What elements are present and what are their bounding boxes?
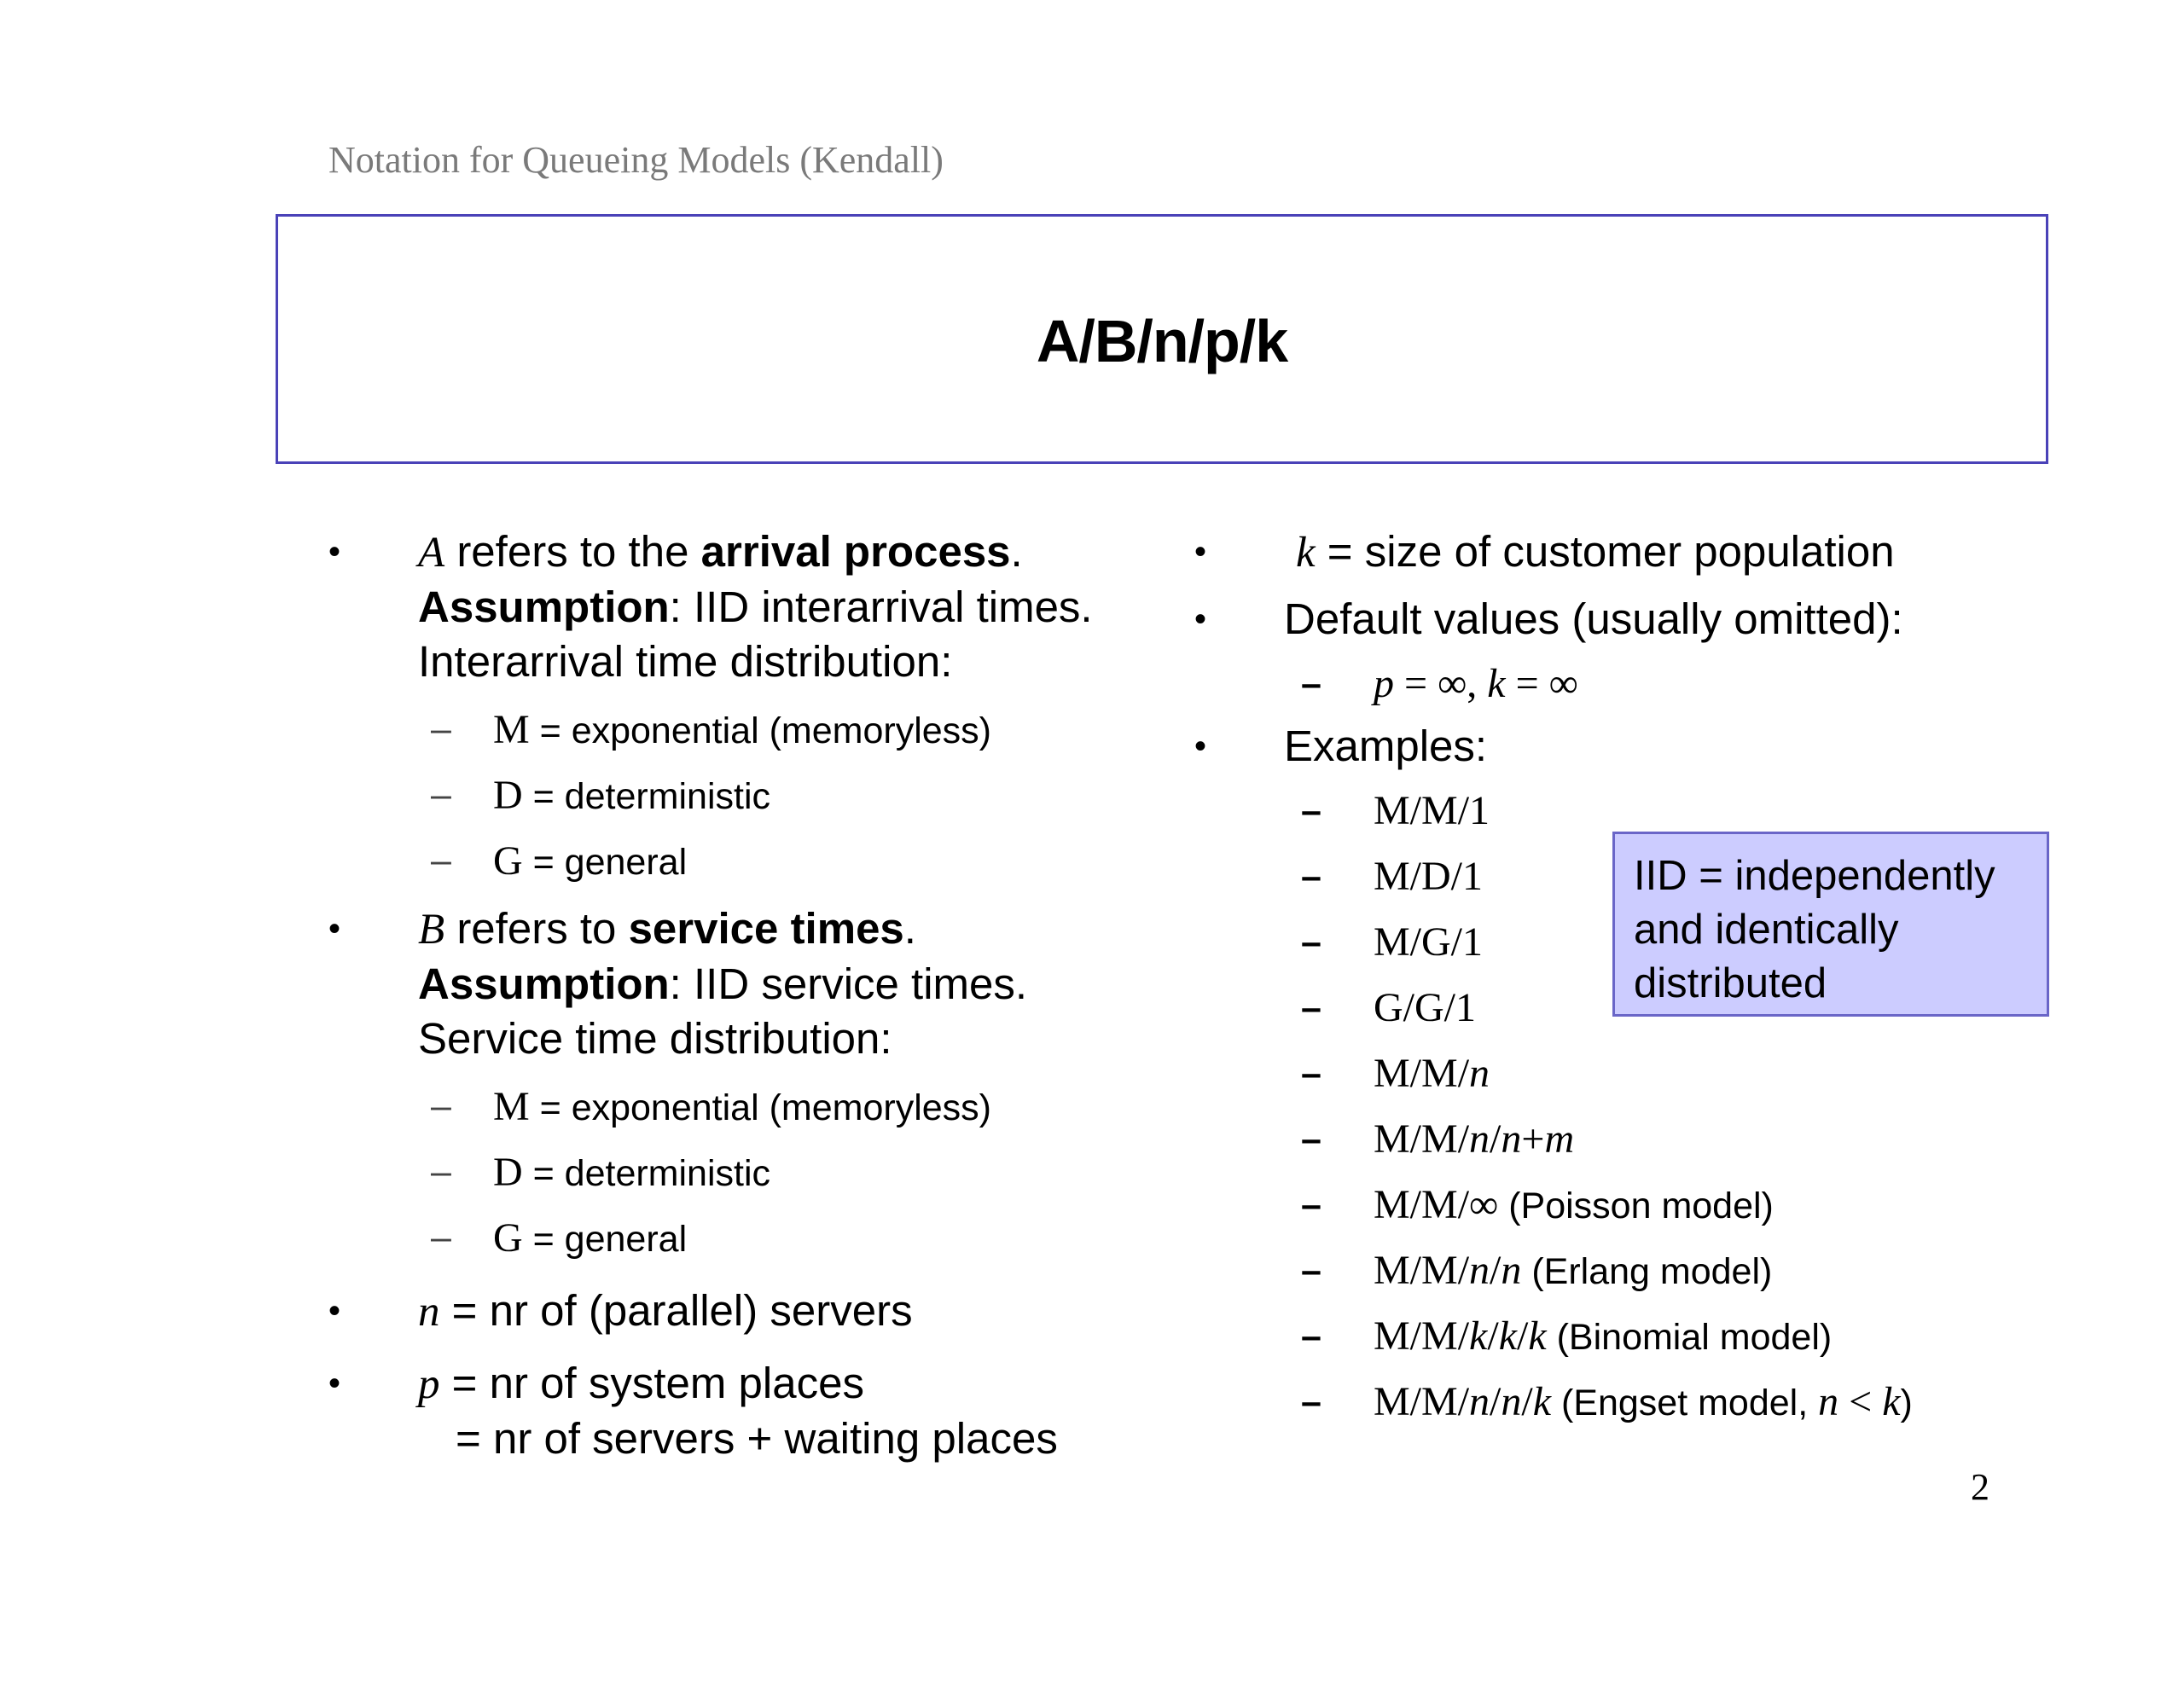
- text: M/M/: [1374, 1051, 1470, 1096]
- text: n: [1469, 1248, 1490, 1293]
- text: M/M/: [1374, 1379, 1470, 1424]
- var-p: p: [418, 1360, 440, 1408]
- var-p: p: [1374, 661, 1394, 706]
- symbol: D: [493, 773, 523, 818]
- text: refers to: [444, 904, 629, 953]
- slide-title: A/B/n/p/k: [1036, 307, 1288, 374]
- bullet-icon: •: [1194, 728, 1207, 765]
- bullet-icon: •: [1194, 533, 1207, 571]
- text: n: [1469, 1379, 1490, 1424]
- text: M/G/1: [1374, 919, 1484, 965]
- text: G/G/1: [1374, 985, 1476, 1030]
- text: = deterministic: [522, 776, 771, 817]
- text: = ∞: [1505, 661, 1578, 706]
- text: .: [903, 904, 916, 953]
- dash-icon: –: [431, 774, 451, 815]
- text: (Erlang model): [1521, 1251, 1773, 1292]
- bullet-examples: [1194, 719, 2048, 774]
- text: = general: [522, 1219, 688, 1260]
- text: = exponential (memoryless): [529, 1087, 991, 1128]
- text: = ∞,: [1394, 661, 1488, 706]
- example-item: [1194, 1107, 2048, 1173]
- dash-icon: –: [1301, 988, 1321, 1029]
- bullet-icon: •: [328, 910, 341, 948]
- symbol: M: [493, 1084, 530, 1129]
- text: = nr of (parallel) servers: [439, 1286, 913, 1335]
- text: M/M/1: [1374, 788, 1490, 833]
- assumption-label: Assumption: [418, 959, 670, 1008]
- text: n: [1469, 1116, 1490, 1162]
- text: M/M/∞: [1374, 1182, 1499, 1227]
- text: : IID interarrival times.: [669, 583, 1093, 631]
- bullet-servers: [328, 1284, 1182, 1339]
- example-item: [1194, 1370, 2048, 1435]
- text: k: [1882, 1379, 1901, 1424]
- text: (Binomial model): [1546, 1317, 1833, 1358]
- text: = general: [522, 842, 688, 883]
- text: <: [1838, 1379, 1883, 1424]
- var-a: A: [418, 529, 445, 577]
- dash-icon: –: [1301, 856, 1321, 897]
- symbol: G: [493, 1215, 523, 1261]
- dash-icon: –: [1301, 1053, 1321, 1094]
- text: m: [1544, 1116, 1575, 1162]
- text: = nr of system places: [439, 1359, 864, 1407]
- dash-icon: –: [1301, 1382, 1321, 1423]
- text: /: [1490, 1379, 1502, 1424]
- service-times-term: service times: [628, 904, 904, 953]
- dash-icon: –: [1301, 1119, 1321, 1160]
- dash-icon: –: [431, 1217, 451, 1258]
- bullet-defaults: [1194, 592, 2048, 646]
- page-number: 2: [1971, 1466, 1989, 1508]
- var-k: k: [1487, 661, 1506, 706]
- assumption-label: Assumption: [418, 583, 670, 631]
- sub-item: [328, 829, 1182, 895]
- arrival-process-term: arrival process: [700, 527, 1011, 576]
- text: .: [1010, 527, 1023, 576]
- text: and identically: [1634, 907, 1899, 953]
- text: n: [1818, 1379, 1839, 1424]
- text: k: [1469, 1313, 1488, 1359]
- text: /: [1517, 1313, 1529, 1359]
- text: = nr of servers + waiting places: [456, 1414, 1058, 1463]
- bullet-icon: •: [328, 1365, 341, 1402]
- text: Examples:: [1284, 722, 1488, 770]
- text: = exponential (memoryless): [529, 710, 991, 751]
- text: M/M/: [1374, 1313, 1470, 1359]
- text: M/M/: [1374, 1248, 1470, 1293]
- symbol: M: [493, 707, 530, 752]
- text: M/M/: [1374, 1116, 1470, 1162]
- text: /: [1487, 1313, 1499, 1359]
- text: n: [1469, 1051, 1490, 1096]
- text: IID = independently: [1634, 853, 1995, 899]
- text: = size of customer population: [1315, 527, 1895, 576]
- dash-icon: –: [431, 1086, 451, 1127]
- var-k: k: [1296, 529, 1316, 577]
- example-item: [1194, 1304, 2048, 1370]
- var-n: n: [418, 1288, 440, 1336]
- bullet-icon: •: [328, 533, 341, 571]
- dash-icon: –: [1301, 1185, 1321, 1226]
- slide-header: Notation for Queueing Models (Kendall): [328, 139, 944, 181]
- sub-item: [328, 1075, 1182, 1140]
- text: refers to the: [444, 527, 701, 576]
- symbol: G: [493, 838, 523, 884]
- text: distributed: [1634, 960, 1827, 1006]
- dash-icon: –: [431, 840, 451, 881]
- bullet-icon: •: [328, 1292, 341, 1330]
- sub-item: [328, 1140, 1182, 1206]
- text: M/D/1: [1374, 854, 1484, 899]
- iid-definition-box: [1612, 832, 2049, 1017]
- text: /: [1490, 1248, 1502, 1293]
- sub-item: [328, 1206, 1182, 1272]
- text: +: [1521, 1116, 1545, 1162]
- text: k: [1528, 1313, 1547, 1359]
- bullet-service: [328, 901, 1182, 1066]
- text: /: [1521, 1379, 1533, 1424]
- sub-item: [328, 763, 1182, 829]
- symbol: D: [493, 1150, 523, 1195]
- sub-item: [328, 698, 1182, 763]
- bullet-icon: •: [1194, 600, 1207, 638]
- text: ): [1900, 1383, 1913, 1423]
- example-item: [1194, 1173, 2048, 1238]
- text: : IID service times.: [669, 959, 1028, 1008]
- dash-icon: –: [1301, 922, 1321, 963]
- default-values-item: [1194, 652, 2048, 717]
- text: = deterministic: [522, 1153, 771, 1194]
- dash-icon: –: [1301, 791, 1321, 832]
- text: n: [1501, 1116, 1522, 1162]
- dash-icon: –: [1301, 1250, 1321, 1291]
- text: k: [1498, 1313, 1517, 1359]
- text: n: [1501, 1379, 1522, 1424]
- dash-icon: –: [1301, 1316, 1321, 1357]
- bullet-places: [328, 1356, 1182, 1466]
- bullet-population: [1194, 525, 2048, 580]
- text: k: [1532, 1379, 1552, 1424]
- dash-icon: –: [431, 1151, 451, 1192]
- distribution-label: Interarrival time distribution:: [418, 637, 953, 686]
- example-item: [1194, 1238, 2048, 1304]
- var-b: B: [418, 906, 445, 954]
- dash-icon: –: [431, 709, 451, 750]
- text: n: [1501, 1248, 1522, 1293]
- text: Default values (usually omitted):: [1284, 594, 1903, 643]
- text: /: [1490, 1116, 1502, 1162]
- distribution-label: Service time distribution:: [418, 1014, 892, 1063]
- bullet-arrival: [328, 525, 1182, 689]
- text: (Engset model,: [1551, 1383, 1819, 1423]
- title-box: [276, 214, 2048, 464]
- left-column: [328, 525, 1182, 1466]
- text: (Poisson model): [1498, 1186, 1774, 1226]
- dash-icon: –: [1301, 664, 1321, 704]
- example-item: [1194, 1041, 2048, 1107]
